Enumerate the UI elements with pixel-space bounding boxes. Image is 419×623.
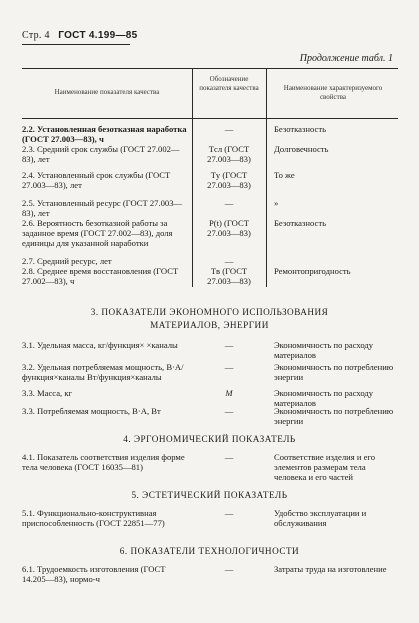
section-5-title: 5. ЭСТЕТИЧЕСКИЙ ПОКАЗАТЕЛЬ	[131, 490, 288, 500]
row-5-1-name: 5.1. Функционально-конструктивная приспособленность (ГОСТ 22851—77)	[22, 508, 165, 528]
section-3-title-line2: МАТЕРИАЛОВ, ЭНЕРГИИ	[150, 320, 269, 330]
doc-number: ГОСТ 4.199—85	[58, 30, 138, 41]
section-3-title-line1: 3. ПОКАЗАТЕЛИ ЭКОНОМНОГО ИСПОЛЬЗОВАНИЯ	[90, 307, 329, 317]
row-2-2-name: 2.2. Установленная безотказная наработка (ГОСТ 27.003—83), ч	[22, 124, 187, 144]
section-4-title: 4. ЭРГОНОМИЧЕСКИЙ ПОКАЗАТЕЛЬ	[123, 434, 296, 444]
row-3-1-property: Экономичность по расходу материалов	[274, 340, 374, 360]
row-2-2-designation: —	[224, 124, 234, 134]
section-6-title: 6. ПОКАЗАТЕЛИ ТЕХНОЛОГИЧНОСТИ	[119, 546, 300, 556]
row-3-2-designation: —	[224, 362, 234, 372]
row-3-4-designation: —	[224, 406, 234, 416]
row-2-8-designation: Tв (ГОСТ 27.003—83)	[207, 266, 251, 286]
row-2-5-property: »	[274, 198, 279, 208]
row-2-8-property: Ремонтопригодность	[274, 266, 351, 276]
row-3-2-property: Экономичность по потреблению энергии	[274, 362, 394, 382]
row-2-6-name: 2.6. Вероятность безотказной работы за заданное время (ГОСТ 27.002—83), доля единицы для указанной наработки	[22, 218, 173, 248]
row-2-5-name: 2.5. Установленный ресурс (ГОСТ 27.003—83), лет	[22, 198, 183, 218]
table-header-bottom	[22, 118, 398, 119]
header-rule	[22, 44, 130, 45]
row-2-3-property: Долговечность	[274, 144, 329, 154]
col-header-designation: Обозначение показателя качества	[199, 75, 259, 92]
row-2-7-designation: —	[224, 256, 234, 266]
row-2-7-name: 2.7. Средний ресурс, лет	[22, 256, 112, 266]
row-2-3-designation: Tсл (ГОСТ 27.003—83)	[207, 144, 251, 164]
row-3-3-property: Экономичность по расходу материалов	[274, 388, 374, 408]
row-3-1-designation: —	[224, 340, 234, 350]
table-top-border	[22, 68, 398, 69]
row-2-8-name: 2.8. Среднее время восстановления (ГОСТ 27.002—83), ч	[22, 266, 179, 286]
page-number: Стр. 4	[22, 30, 50, 41]
col-divider-1	[192, 68, 193, 118]
row-3-4-property: Экономичность по потреблению энергии	[274, 406, 394, 426]
row-2-6-property: Безотказность	[274, 218, 326, 228]
row-6-1-name: 6.1. Трудоемкость изготовления (ГОСТ 14.205—83), нормо-ч	[22, 564, 166, 584]
row-3-2-name: 3.2. Удельная потребляемая мощность, В·А/функция×каналы Вт/функция×каналы	[22, 362, 184, 382]
row-2-5-designation: —	[224, 198, 234, 208]
row-5-1-designation: —	[224, 508, 234, 518]
row-4-1-name: 4.1. Показатель соответствия изделия форме тела человека (ГОСТ 16035—81)	[22, 452, 185, 472]
page-header	[22, 30, 137, 41]
col-divider-2	[266, 68, 267, 118]
row-6-1-designation: —	[224, 564, 234, 574]
col-header-name: Наименование показателя качества	[54, 88, 160, 96]
col-divider-2-body	[266, 119, 267, 287]
row-3-4-name: 3.3. Потребляемая мощность, В·А, Вт	[22, 406, 161, 416]
col-header-characteristic: Наименование характеризуемого свойства	[283, 84, 383, 101]
table-continuation: Продолжение табл. 1	[299, 53, 393, 64]
row-4-1-property: Соответствие изделия и его элементов размерам тела человека и его частей	[274, 452, 376, 482]
row-2-4-designation: Tу (ГОСТ 27.003—83)	[207, 170, 251, 190]
col-divider-1-body	[192, 119, 193, 287]
row-3-3-name: 3.3. Масса, кг	[22, 388, 73, 398]
section-3-title	[0, 306, 419, 332]
row-2-4-property: То же	[274, 170, 295, 180]
row-2-2-property: Безотказность	[274, 124, 326, 134]
row-3-3-designation: M	[225, 388, 233, 398]
row-4-1-designation: —	[224, 452, 234, 462]
row-6-1-property: Затраты труда на изготовление	[274, 564, 387, 574]
row-2-6-designation: P(t) (ГОСТ 27.003—83)	[207, 218, 251, 238]
row-3-1-name: 3.1. Удельная масса, кг/функция× ×каналы	[22, 340, 178, 350]
row-5-1-property: Удобство эксплуатации и обслуживания	[274, 508, 367, 528]
row-2-4-name: 2.4. Установленный срок службы (ГОСТ 27.003—83), лет	[22, 170, 171, 190]
row-2-3-name: 2.3. Средний срок службы (ГОСТ 27.002—83), лет	[22, 144, 180, 164]
